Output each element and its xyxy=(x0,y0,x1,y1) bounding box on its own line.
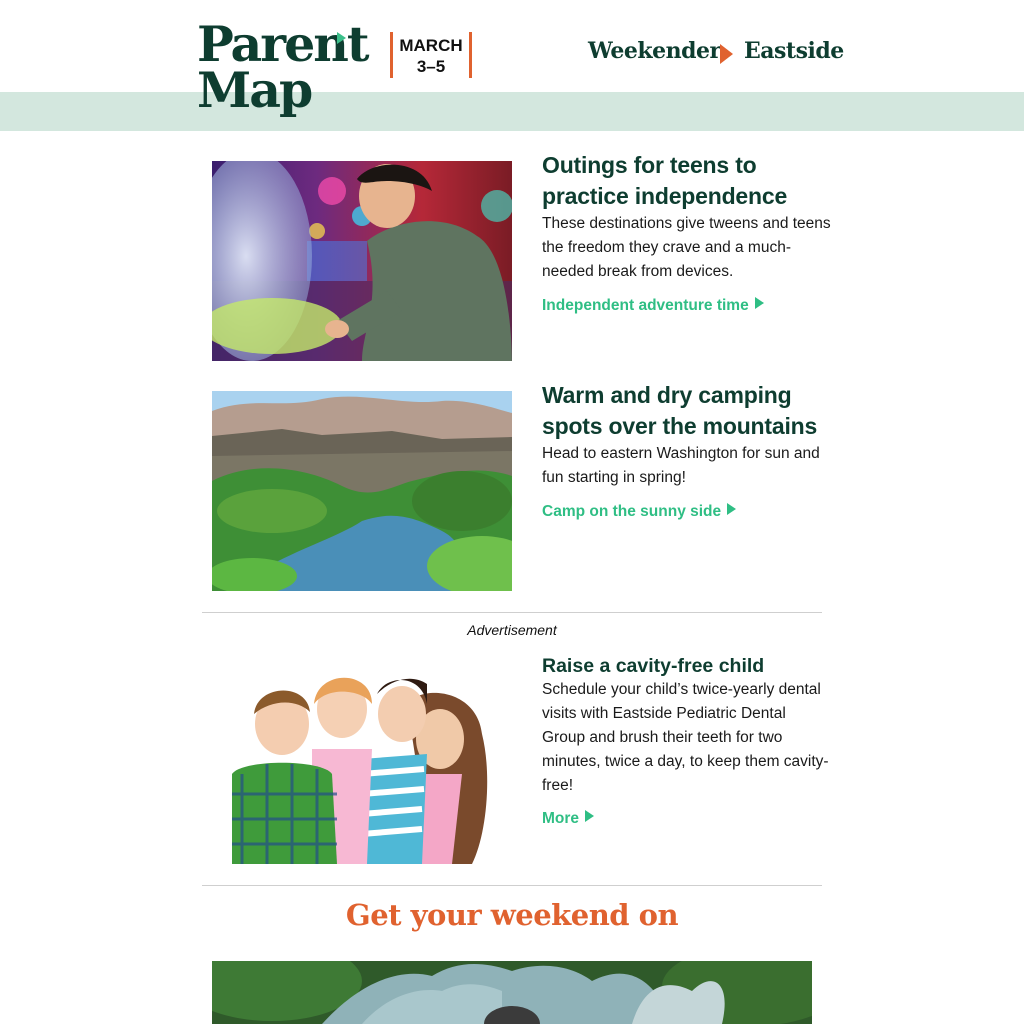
link-label: More xyxy=(542,810,580,827)
edition-arrow-icon xyxy=(720,44,733,64)
parentmap-logo[interactable] xyxy=(197,14,368,122)
ad-description: Schedule your child’s twice-yearly dental visits with Eastside Pediatric Dental Group and brush their teeth for two minutes, twice a day, to keep them cavity-free! xyxy=(542,681,829,794)
edition-region: Eastside xyxy=(744,38,844,64)
link-label: Independent adventure time xyxy=(542,297,749,314)
article-desc-teens: These destinations give tweens and teens the freedom they crave and a much-needed break from devices. xyxy=(542,215,831,280)
article-desc-camping: Head to eastern Washington for sun and fun starting in spring! xyxy=(542,445,820,486)
edition-name: Weekender xyxy=(588,38,721,64)
edition-title xyxy=(588,38,844,72)
logo-word-map: Map xyxy=(197,61,312,119)
article-title-teens[interactable]: Outings for teens to practice independence xyxy=(542,152,788,209)
link-label: Camp on the sunny side xyxy=(542,503,722,520)
link-camp-sunny-side[interactable] xyxy=(542,502,736,522)
play-arrow-icon xyxy=(727,503,736,515)
advertisement-label: Advertisement xyxy=(467,622,557,638)
section-heading: Get your weekend on xyxy=(345,898,679,932)
issue-days: 3–5 xyxy=(416,57,446,76)
logo-play-icon xyxy=(337,32,346,44)
logo-word-parent: Parent xyxy=(197,15,368,73)
divider xyxy=(202,885,822,886)
ad-more-link[interactable] xyxy=(542,809,594,829)
divider xyxy=(202,612,822,613)
issue-date xyxy=(390,32,472,78)
arcade-boy-image[interactable] xyxy=(212,161,512,361)
play-arrow-icon xyxy=(755,297,764,309)
link-independent-adventure[interactable] xyxy=(542,296,764,316)
kids-smiling-image[interactable] xyxy=(212,664,512,864)
play-arrow-icon xyxy=(585,810,594,822)
header-band xyxy=(0,92,1024,131)
camping-river-image[interactable] xyxy=(212,391,512,591)
issue-month: MARCH xyxy=(399,36,463,55)
sculpture-park-image[interactable] xyxy=(212,961,812,1024)
ad-title[interactable]: Raise a cavity-free child xyxy=(542,655,765,677)
article-title-camping[interactable]: Warm and dry camping spots over the mountains xyxy=(542,382,818,439)
